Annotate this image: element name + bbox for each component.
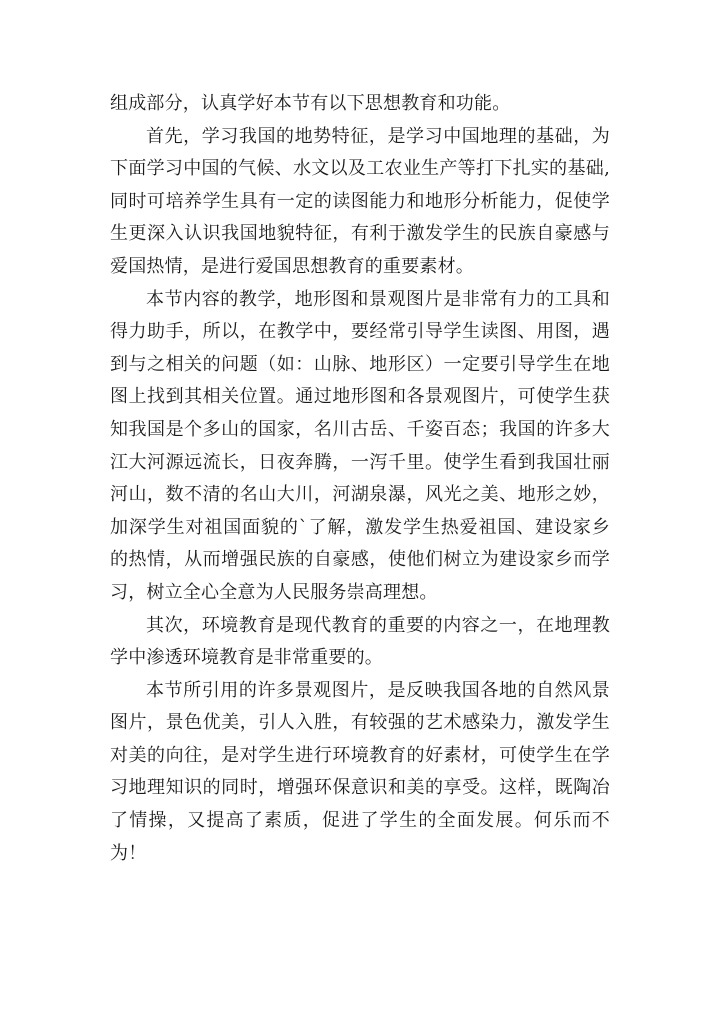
paragraph-landscape-images: 本节所引用的许多景观图片，是反映我国各地的自然风景图片，景色优美，引人入胜，有较强的艺术感染力，激发学生对美的向往，是对学生进行环境教育的好素材，可使学生在学习地理知识的同时，增强环保意识和美的享受。这样，既陶冶了情操，又提高了素质，促进了学生的全面发展。何乐而不为！ <box>110 679 610 864</box>
paragraph-second-point: 其次，环境教育是现代教育的重要的内容之一，在地理教学中渗透环境教育是非常重要的。 <box>110 614 610 669</box>
body-text <box>110 88 610 870</box>
paragraph-continuation: 组成部分，认真学好本节有以下思想教育和功能。 <box>110 93 511 114</box>
paragraph-teaching-maps: 本节内容的教学，地形图和景观图片是非常有力的工具和得力助手，所以，在教学中，要经常引导学生读图、用图，遇到与之相关的问题（如：山脉、地形区）一定要引导学生在地图上找到其相关位置。通过地形图和各景观图片，可使学生获知我国是个多山的国家，名川古岳、千姿百态；我国的许多大江大河源远流长，日夜奔腾，一泻千里。使学生看到我国壮丽河山，数不清的名山大川，河湖泉瀑，风光之美、地形之妙，加深学生对祖国面貌的`了解，激发学生热爱祖国、建设家乡的热情，从而增强民族的自豪感，使他们树立为建设家乡而学习，树立全心全意为人民服务崇高理想。 <box>110 288 610 603</box>
paragraph-first-point: 首先，学习我国的地势特征，是学习中国地理的基础，为下面学习中国的气候、水文以及工农业生产等打下扎实的基础,同时可培养学生具有一定的读图能力和地形分析能力，促使学生更深入认识我国地貌特征，有利于激发学生的民族自豪感与爱国热情，是进行爱国思想教育的重要素材。 <box>110 125 610 277</box>
